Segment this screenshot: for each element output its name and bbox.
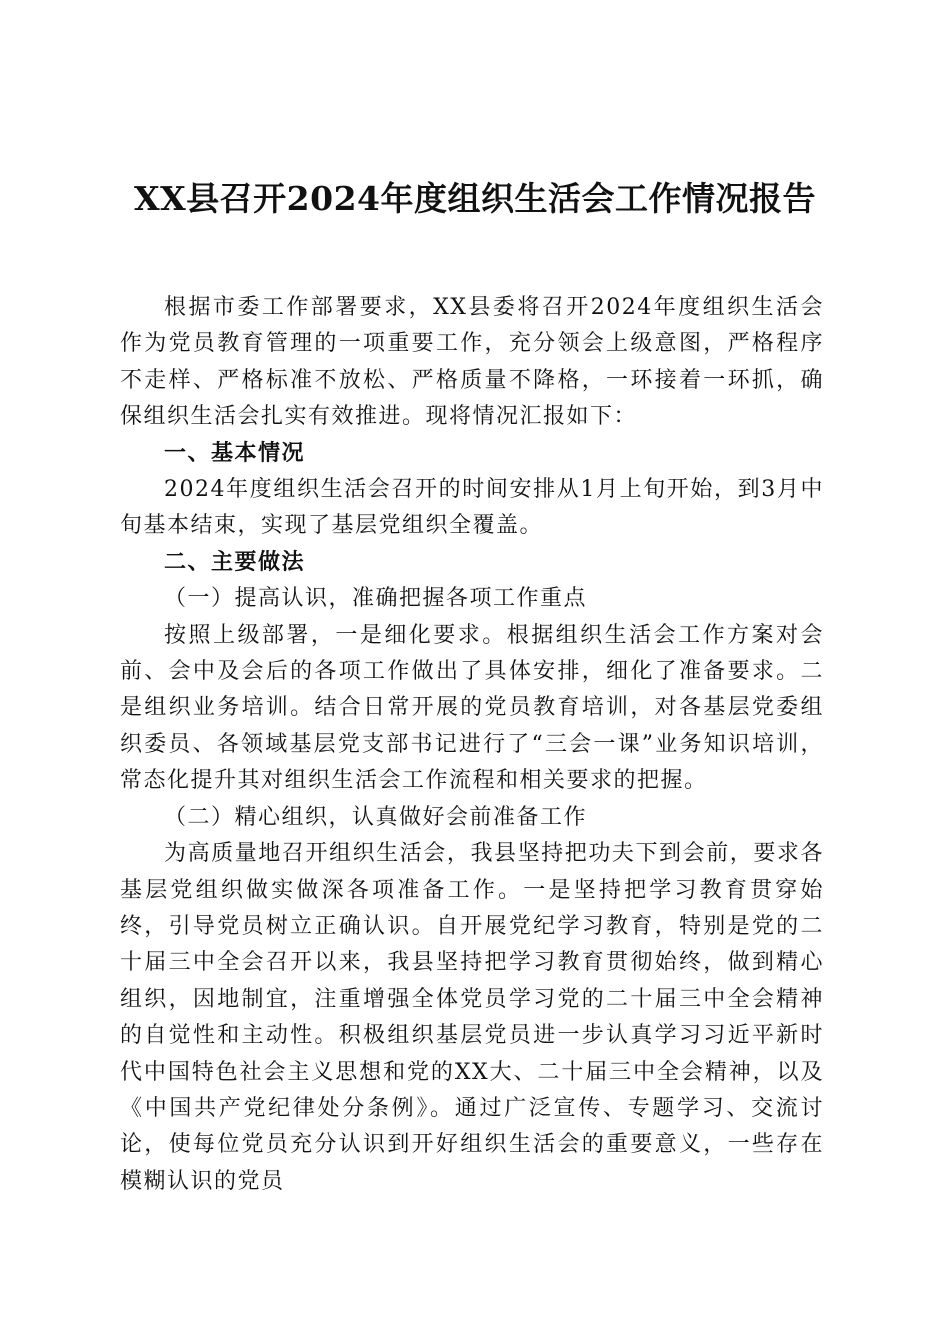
subsection-heading-careful-organization: （二）精心组织，认真做好会前准备工作 xyxy=(164,804,588,830)
careful-organization-paragraph: 为高质量地召开组织生活会，我县坚持把功夫下到会前，要求各基层党组织做实做深各项准备工作。一是坚持把学习教育贯穿始终，引导党员树立正确认识。自开展党纪学习教育，特别是党的二十届三中全会召开以来，我县坚持把学习教育贯彻始终，做到精心组织，因地制宜，注重增强全体党员学习党的二十届三中全会精神的自觉性和主动性。积极组织基层党员进一步认真学习习近平新时代中国特色社会主义思想和党的XX大、二十届三中全会精神，以及《中国共产党纪律处分条例》。通过广泛宣传、专题学习、交流讨论，使每位党员充分认识到开好组织生活会的重要意义，一些存在模糊认识的党员 xyxy=(120,841,824,1194)
document-page xyxy=(120,0,830,1344)
intro-paragraph: 根据市委工作部署要求，XX县委将召开2024年度组织生活会作为党员教育管理的一项重要工作，充分领会上级意图，严格程序不走样、严格标准不放松、严格质量不降格，一环接着一环抓，确保组织生活会扎实有效推进。现将情况汇报如下： xyxy=(120,295,824,430)
raise-awareness-paragraph: 按照上级部署，一是细化要求。根据组织生活会工作方案对会前、会中及会后的各项工作做出了具体安排，细化了准备要求。二是组织业务培训。结合日常开展的党员教育培训，对各基层党委组织委员、各领域基层党支部书记进行了“三会一课”业务知识培训，常态化提升其对组织生活会工作流程和相关要求的把握。 xyxy=(120,622,824,794)
document-body xyxy=(120,290,824,1200)
document-title: XX县召开2024年度组织生活会工作情况报告 xyxy=(133,179,817,218)
section-heading-basic-situation: 一、基本情况 xyxy=(164,440,306,466)
subsection-heading-raise-awareness: （一）提高认识，准确把握各项工作重点 xyxy=(164,586,588,612)
section-heading-main-practices: 二、主要做法 xyxy=(164,549,306,575)
basic-situation-paragraph: 2024年度组织生活会召开的时间安排从1月上旬开始，到3月中旬基本结束，实现了基层党组织全覆盖。 xyxy=(120,477,824,539)
